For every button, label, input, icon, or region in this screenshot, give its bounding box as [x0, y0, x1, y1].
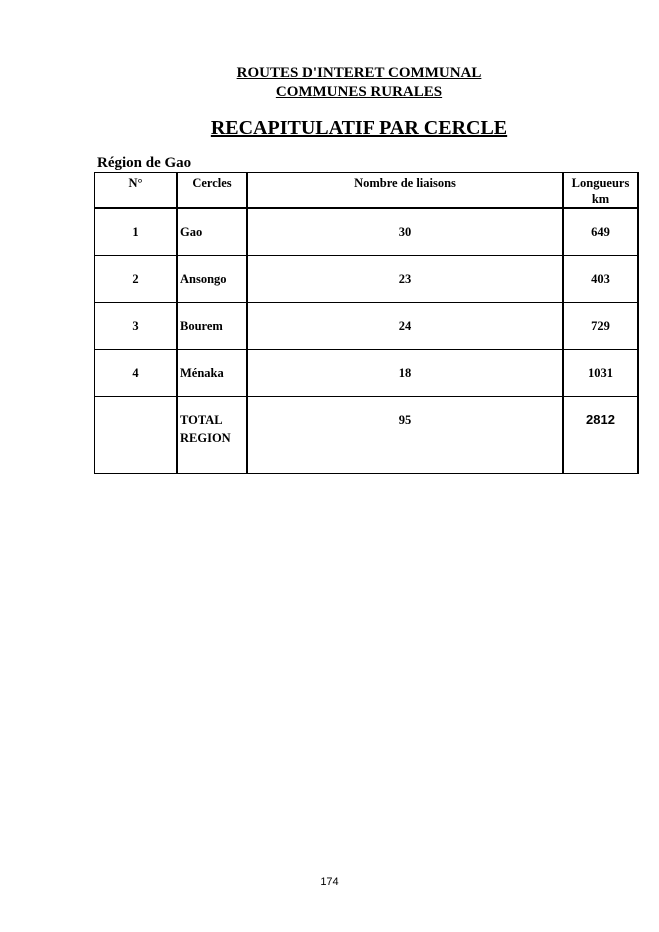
table-row [95, 303, 639, 350]
header-cercles: Cercles [177, 173, 247, 209]
header-no: N° [95, 173, 178, 209]
cell-no: 4 [95, 350, 178, 397]
total-label [177, 397, 247, 474]
header-line-1: ROUTES D'INTERET COMMUNAL [236, 65, 482, 81]
header-line-2: COMMUNES RURALES [275, 84, 443, 100]
table-row [95, 350, 639, 397]
cell-no: 1 [95, 208, 178, 256]
total-row [95, 397, 639, 474]
cell-cercle: Gao [177, 208, 247, 256]
cell-longueur: 649 [563, 208, 638, 256]
cell-cercle: Ménaka [177, 350, 247, 397]
total-nombre: 95 [247, 397, 563, 474]
page-number: 174 [320, 876, 339, 888]
page-title: RECAPITULATIF PAR CERCLE [210, 117, 508, 139]
cell-no: 2 [95, 256, 178, 303]
cell-no: 3 [95, 303, 178, 350]
cell-nombre: 23 [247, 256, 563, 303]
cell-nombre: 30 [247, 208, 563, 256]
total-label-line2: REGION [180, 431, 231, 445]
table-row [95, 256, 639, 303]
header-longueurs: Longueurs km [563, 173, 638, 209]
header-nombre-liaisons: Nombre de liaisons [247, 173, 563, 209]
cell-cercle: Ansongo [177, 256, 247, 303]
table-row [95, 208, 639, 256]
cell-longueur: 403 [563, 256, 638, 303]
region-label: Région de Gao [97, 155, 192, 171]
recap-table [94, 172, 639, 474]
cell-no-empty [95, 397, 178, 474]
total-label-line1: TOTAL [180, 413, 223, 427]
cell-cercle: Bourem [177, 303, 247, 350]
cell-longueur: 1031 [563, 350, 638, 397]
total-longueur: 2812 [563, 397, 638, 474]
cell-nombre: 18 [247, 350, 563, 397]
table-header-row [95, 173, 639, 209]
cell-longueur: 729 [563, 303, 638, 350]
cell-nombre: 24 [247, 303, 563, 350]
